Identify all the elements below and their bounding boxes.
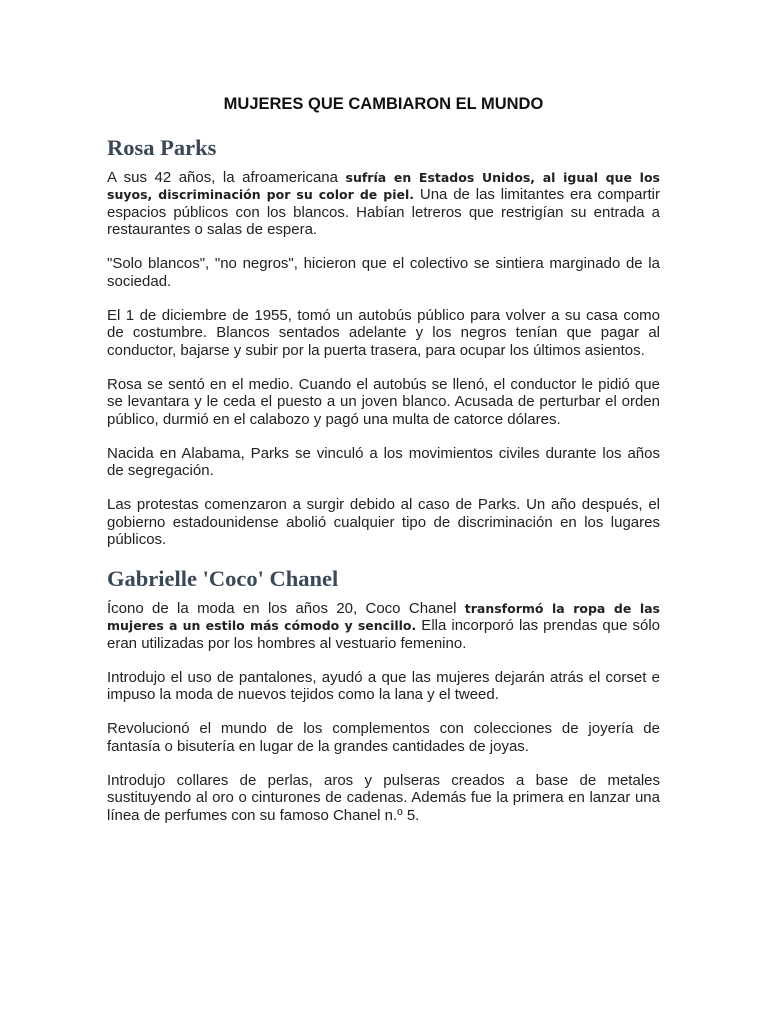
paragraph — [107, 169, 660, 239]
text-line — [107, 186, 660, 204]
paragraph — [107, 720, 660, 755]
text-line: Las protestas comenzaron a surgir debido al caso de Parks. Un año después, el — [107, 496, 660, 513]
document-title: MUJERES QUE CAMBIARON EL MUNDO — [223, 95, 544, 113]
text-line — [107, 169, 660, 187]
text-line — [107, 617, 660, 635]
text-line: gobierno estadounidense abolió cualquier tipo de discriminación en los lugares — [107, 513, 660, 531]
document-body — [107, 94, 660, 841]
text-line: sociedad. — [107, 272, 172, 290]
text-line: línea de perfumes con su famoso Chanel n.º 5. — [107, 806, 420, 824]
bold-text: mujeres a un estilo más cómodo y sencillo. — [107, 618, 417, 633]
text-line: espacios públicos con los blancos. Habían letreros que restrigían su entrada a — [107, 203, 660, 221]
regular-text: Una de las limitantes era compartir — [414, 186, 660, 203]
paragraph — [107, 600, 660, 653]
text-line: de costumbre. Blancos sentados adelante y los negros tenían que pagar al — [107, 324, 660, 341]
text-line: conductor, bajarse y subir por la puerta trasera, para ocupar los últimos asientos. — [107, 341, 645, 359]
text-line: público, durmió en el calabozo y pagó una multa de catorce dólares. — [107, 410, 561, 428]
paragraph — [107, 307, 660, 360]
bold-text: transformó la ropa de las — [464, 600, 660, 616]
text-line: "Solo blancos", "no negros", hicieron que el colectivo se sintiera marginado de la — [107, 255, 660, 272]
regular-text: Ella incorporó las prendas que sólo — [416, 617, 660, 634]
text-line: Introdujo collares de perlas, aros y pulseras creados a base de metales — [107, 771, 660, 789]
paragraph — [107, 255, 660, 290]
section-heading: Rosa Parks — [107, 135, 217, 160]
text-line: El 1 de diciembre de 1955, tomó un autobús público para volver a su casa como — [107, 306, 660, 324]
section-coco-chanel — [107, 565, 660, 824]
paragraph — [107, 445, 660, 480]
text-line: Rosa se sentó en el medio. Cuando el autobús se llenó, el conductor le pidió que — [107, 375, 660, 393]
text-line: Nacida en Alabama, Parks se vinculó a los movimientos civiles durante los años — [107, 444, 660, 462]
paragraph — [107, 496, 660, 549]
section-rosa-parks — [107, 134, 660, 549]
paragraph — [107, 376, 660, 429]
paragraph — [107, 669, 660, 704]
text-line: restaurantes o salas de espera. — [107, 221, 318, 238]
text-line: sustituyendo al oro o cinturones de cadenas. Además fue la primera en lanzar una — [107, 789, 660, 806]
text-line: impuso la moda de nuevos tejidos como la lana y el tweed. — [107, 686, 499, 703]
regular-text: A sus 42 años, la afroamericana — [107, 168, 346, 186]
bold-text: suyos, discriminación por su color de piel. — [107, 187, 415, 202]
text-line: Introdujo el uso de pantalones, ayudó a que las mujeres dejarán atrás el corset e — [107, 668, 660, 686]
text-line: de segregación. — [107, 462, 214, 479]
text-line: se levantara y le ceda el puesto a un joven blanco. Acusada de perturbar el orden — [107, 393, 660, 410]
text-line: fantasía o bisutería en lugar de la grandes cantidades de joyas. — [107, 737, 529, 755]
bold-text: sufría en Estados Unidos, al igual que los — [345, 169, 660, 185]
text-line: eran utilizadas por los hombres al vestuario femenino. — [107, 634, 467, 652]
section-heading: Gabrielle 'Coco' Chanel — [107, 566, 339, 591]
regular-text: Ícono de la moda en los años 20, Coco Chanel — [107, 599, 465, 617]
text-line — [107, 600, 660, 618]
paragraph — [107, 772, 660, 825]
text-line: públicos. — [107, 531, 167, 548]
text-line: Revolucionó el mundo de los complementos con colecciones de joyería de — [107, 720, 660, 737]
